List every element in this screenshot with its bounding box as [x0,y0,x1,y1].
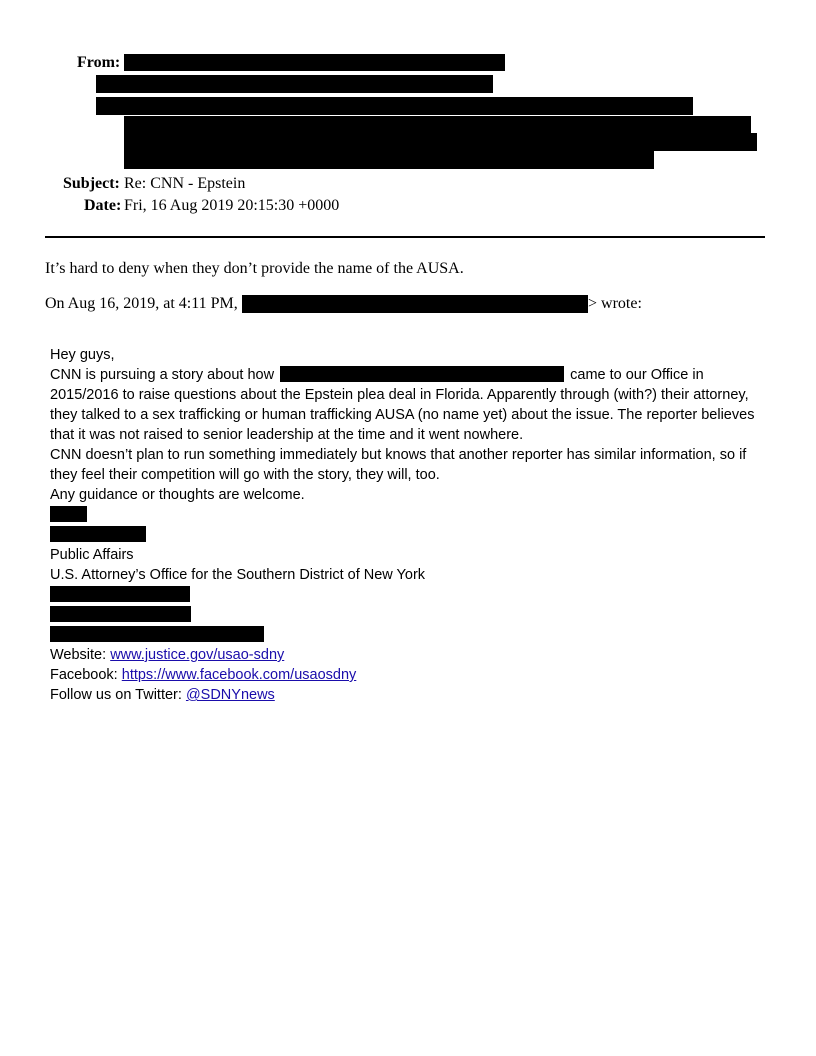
date-value: Fri, 16 Aug 2019 20:15:30 +0000 [124,197,340,214]
message-line [50,365,772,385]
redaction-sig-fax [50,606,191,622]
sig-line [50,525,772,545]
website-link[interactable]: www.justice.gov/usao-sdny [110,647,285,663]
redaction-from-1 [124,54,505,71]
header-divider [45,236,765,238]
redaction-from-4 [124,116,751,134]
sig-dept: Public Affairs [50,547,134,563]
redaction-from-6 [124,151,654,169]
subject-value: Re: CNN - Epstein [124,175,246,192]
sig-office: U.S. Attorney’s Office for the Southern District of New York [50,567,426,583]
redaction-sig-phone [50,586,190,602]
p2-line2: they feel their competition will go with the story, they will, too. [50,467,440,483]
twitter-label: Follow us on Twitter: [50,687,182,703]
p1-end: came to our Office in [570,367,704,383]
quote-header-prefix: On Aug 16, 2019, at 4:11 PM, [45,295,238,312]
sig-line [50,585,772,605]
p3: Any guidance or thoughts are welcome. [50,487,305,503]
sig-line [50,625,772,645]
redaction-inline-name [280,366,564,382]
p1-line3: they talked to a sex trafficking or human trafficking AUSA (no name yet) about the issue. The reporter believes [50,407,755,423]
date-label: Date: [84,197,122,214]
subject-label: Subject: [63,175,120,192]
website-label: Website: [50,647,107,663]
redaction-from-3 [96,97,693,115]
twitter-link[interactable]: @SDNYnews [185,687,275,703]
from-label: From: [77,54,121,71]
sig-facebook [50,665,772,685]
facebook-link[interactable]: https://www.facebook.com/usaosdny [121,667,357,683]
sig-website [50,645,772,665]
facebook-label: Facebook: [50,667,118,683]
redaction-sig-email [50,626,264,642]
redaction-from-5 [124,133,757,151]
greeting: Hey guys, [50,347,115,363]
reply-text: It’s hard to deny when they don’t provide the name of the AUSA. [45,260,464,277]
quoted-message [50,345,772,705]
sig-line [50,505,772,525]
redaction-sig-name [50,506,87,522]
quote-header-suffix: > wrote: [588,295,642,312]
sig-line [50,605,772,625]
p1-start: CNN is pursuing a story about how [50,367,275,383]
p2-line1: CNN doesn’t plan to run something immediately but knows that another reporter has similar information, so if [50,447,747,463]
redaction-from-2 [96,75,493,93]
p1-line4: that it was not raised to senior leadership at the time and it went nowhere. [50,427,524,443]
redaction-sig-title [50,526,146,542]
p1-line2: 2015/2016 to raise questions about the Epstein plea deal in Florida. Apparently through (with?) their attorney, [50,387,749,403]
sig-twitter [50,685,772,705]
redaction-sender [242,295,588,313]
